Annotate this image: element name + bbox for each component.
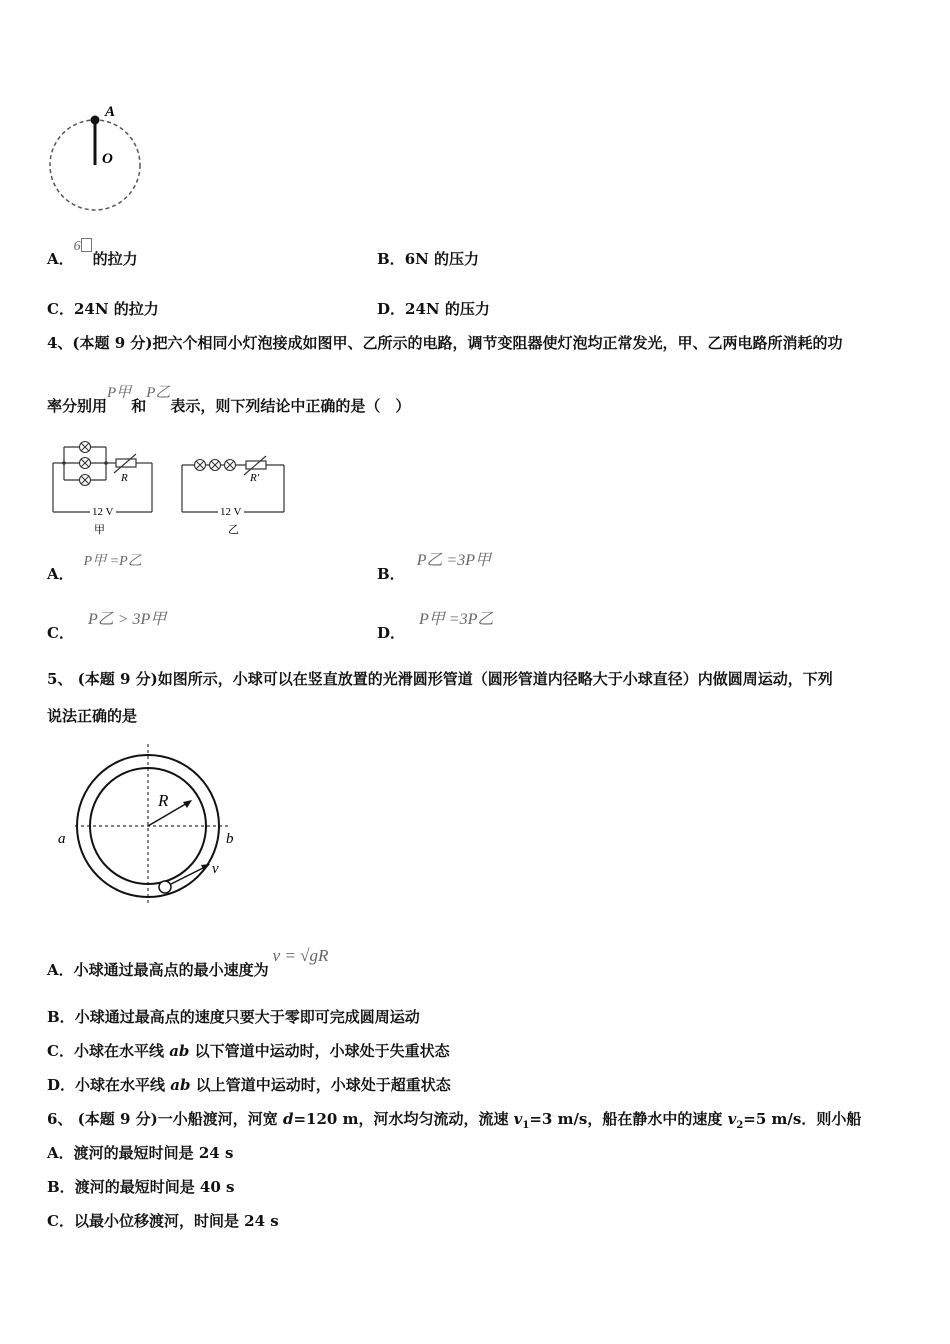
option-letter: D． <box>377 624 406 642</box>
q4-stem-part-a: 率分别用 <box>47 397 108 415</box>
option-text: 渡河的最短时间是 40 s <box>74 1178 235 1196</box>
label-a: A <box>105 104 116 120</box>
d-symbol: d <box>282 1110 294 1128</box>
option-a-value: 6 <box>73 239 81 254</box>
q6-stem <box>47 1109 861 1136</box>
label-r: R <box>158 791 169 810</box>
option-text: 小球在水平线 <box>75 1076 171 1094</box>
q4-option-b[interactable] <box>377 552 492 585</box>
v2-subscript: 2 <box>736 1120 744 1131</box>
q5-option-a[interactable] <box>47 946 329 980</box>
q3-option-c[interactable] <box>47 299 159 319</box>
q4-option-a[interactable] <box>47 554 142 586</box>
option-text: 小球通过最高点的速度只要大于零即可完成圆周运动 <box>74 1008 420 1026</box>
option-text: 6N 的压力 <box>404 250 480 268</box>
stem-part: =5 m/s．则小船 <box>743 1110 862 1128</box>
option-letter: A． <box>47 961 74 979</box>
option-text: 小球通过最高点的最小速度为 <box>73 961 269 979</box>
option-text: 的拉力 <box>92 250 138 268</box>
q3-circle-figure <box>40 98 160 223</box>
option-letter: C． <box>47 300 74 318</box>
p-jia-symbol: P甲 <box>107 385 132 401</box>
v2-symbol: v <box>727 1110 737 1128</box>
q4-stem-part-b: 和 <box>131 397 147 415</box>
q6-option-b[interactable] <box>47 1177 234 1197</box>
q3-option-b[interactable] <box>377 249 479 269</box>
radius-arrow <box>148 802 189 826</box>
q4-stem-line1: 4、(本题 9 分)把六个相同小灯泡接成如图甲、乙所示的电路，调节变阻器使灯泡均正常发光，甲、乙两电路所消耗的功 <box>47 334 843 352</box>
q4-circuit-figure <box>50 440 290 540</box>
point-a <box>91 116 100 125</box>
r-label-yi: R' <box>250 472 260 484</box>
option-expr: P甲 =P乙 <box>83 554 142 569</box>
q4-stem-part-c: 表示，则下列结论中正确的是（ ） <box>170 397 411 415</box>
option-letter: B． <box>377 565 405 583</box>
p-yi-symbol: P乙 <box>146 385 171 401</box>
q6-option-a[interactable] <box>47 1143 233 1163</box>
stem-part: 6、 (本题 9 分)一小船渡河，河宽 <box>47 1110 283 1128</box>
q3-option-d[interactable] <box>377 299 490 319</box>
option-letter: B． <box>47 1178 75 1196</box>
v1-symbol: v <box>513 1110 523 1128</box>
velocity-arrow <box>171 866 207 884</box>
option-text: 渡河的最短时间是 24 s <box>73 1144 234 1162</box>
option-expr: P乙 =3P甲 <box>416 552 492 569</box>
r-label-jia: R <box>121 472 128 484</box>
option-letter: D． <box>377 300 406 318</box>
option-letter: C． <box>47 1042 74 1060</box>
option-expr: P甲 =3P乙 <box>419 611 494 628</box>
stem-part: =120 m，河水均匀流动，流速 <box>293 1110 514 1128</box>
bulb-icons-jia <box>80 442 91 486</box>
option-letter: A． <box>47 1144 74 1162</box>
velocity-arrowhead <box>201 864 210 871</box>
bulb-icons-yi <box>195 460 236 471</box>
label-o: O <box>102 151 113 167</box>
q5-pipe-figure <box>50 740 250 910</box>
option-text: 以最小位移渡河，时间是 24 s <box>73 1212 279 1230</box>
option-text: 小球在水平线 <box>73 1042 170 1060</box>
ab-symbol: ab <box>170 1076 191 1094</box>
option-letter: C． <box>47 1212 74 1230</box>
radius-arrowhead <box>183 800 192 808</box>
option-text-2: 以上管道中运动时，小球处于超重状态 <box>190 1076 451 1094</box>
option-text: 24N 的压力 <box>405 300 490 318</box>
q5-option-b[interactable] <box>47 1007 420 1027</box>
figure-label-jia: 甲 <box>94 524 105 536</box>
q5-stem-line2: 说法正确的是 <box>47 707 138 725</box>
voltage-label-jia: 12 V <box>92 506 114 518</box>
option-letter: C． <box>47 624 74 642</box>
option-expr: P乙 > 3P甲 <box>87 611 167 628</box>
option-text: 24N 的拉力 <box>73 300 159 318</box>
voltage-label-yi: 12 V <box>220 506 242 518</box>
option-letter: B． <box>47 1008 75 1026</box>
label-v: v <box>212 861 219 877</box>
q4-option-d[interactable] <box>377 611 494 644</box>
ab-symbol: ab <box>169 1042 190 1060</box>
missing-glyph-box <box>81 238 92 252</box>
q5-option-d[interactable] <box>47 1075 451 1095</box>
q3-option-a[interactable] <box>47 239 138 271</box>
v1-subscript: 1 <box>522 1120 530 1131</box>
q5-option-c[interactable] <box>47 1041 450 1061</box>
label-a: a <box>58 831 66 847</box>
option-letter: B． <box>377 250 405 268</box>
q4-option-c[interactable] <box>47 611 167 644</box>
ball <box>159 881 171 893</box>
q6-option-c[interactable] <box>47 1211 279 1231</box>
circuit-jia <box>53 447 152 512</box>
label-b: b <box>226 831 234 847</box>
option-text-2: 以下管道中运动时，小球处于失重状态 <box>189 1042 450 1060</box>
q5-stem-line1: 5、 (本题 9 分)如图所示，小球可以在竖直放置的光滑圆形管道（圆形管道内径略大于小球直径）内做圆周运动，下列 <box>47 670 833 688</box>
option-letter: A． <box>47 565 74 583</box>
stem-part: =3 m/s，船在静水中的速度 <box>529 1110 728 1128</box>
option-letter: A． <box>47 250 74 268</box>
option-expr: v = √gR <box>272 946 329 965</box>
q4-stem-line2 <box>47 385 411 417</box>
figure-label-yi: 乙 <box>228 524 239 536</box>
option-letter: D． <box>47 1076 76 1094</box>
